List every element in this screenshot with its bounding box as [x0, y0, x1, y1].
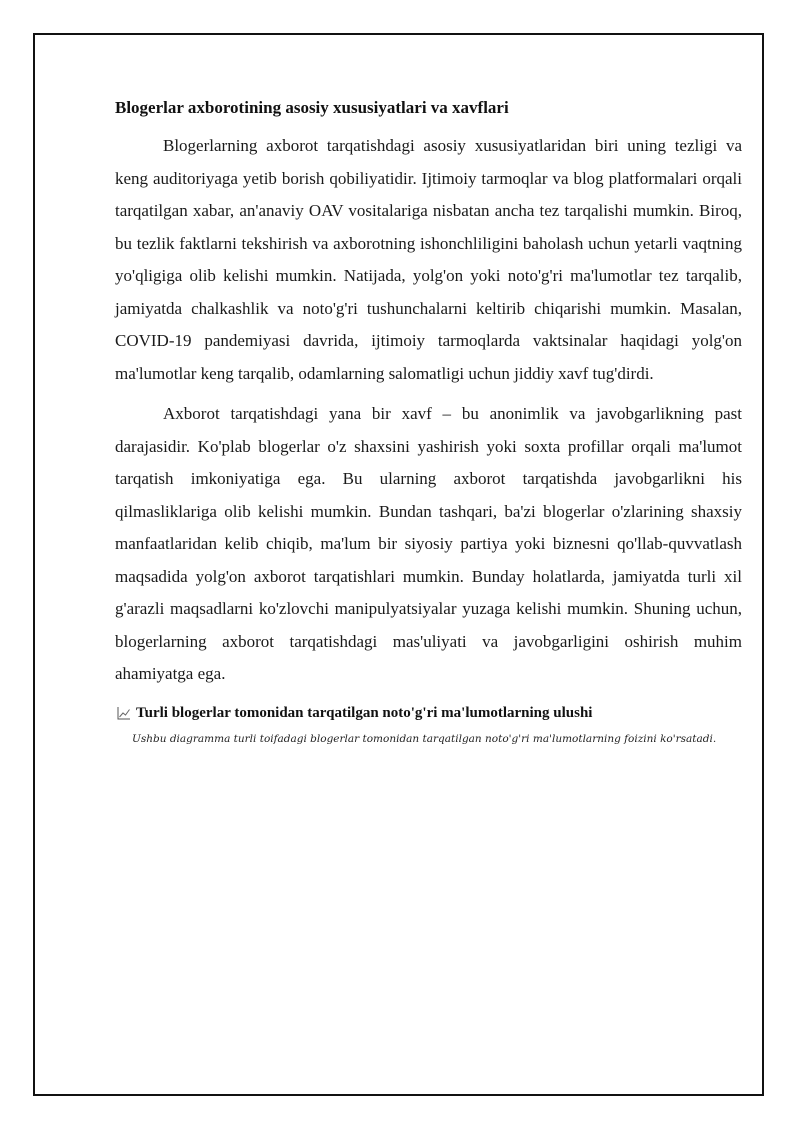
paragraph-speed: Blogerlarning axborot tarqatishdagi asosiy xususiyatlaridan biri uning tezligi va keng auditoriyaga yetib borish qobiliyatidir. Ijtimoiy tarmoqlar va blog platformalari orqali tarqatilgan xabar, an'anaviy OAV vositalariga nisbatan ancha tez tarqalishi mumkin. Biroq, bu tezlik faktlarni tekshirish va axborotning ishonchliligini baholash uchun yetarli vaqtning yo'qligiga olib kelishi mumkin. Natijada, yolg'on yoki noto'g'ri ma'lumotlar tez tarqalib, jamiyatda chalkashlik va noto'g'ri tushunchalarni keltirib chiqarishi mumkin. Masalan, COVID-19 pandemiyasi davrida, ijtimoiy tarmoqlarda vaktsinalar haqidagi yolg'on ma'lumotlar keng tarqalib, odamlarning salomatligi uchun jiddiy xavf tug'dirdi.: [115, 136, 742, 383]
chart-title: Turli blogerlar tomonidan tarqatilgan noto'g'ri ma'lumotlarning ulushi: [136, 704, 593, 721]
paragraph-anonymity: Axborot tarqatishdagi yana bir xavf – bu anonimlik va javobgarlikning past darajasidir. Ko'plab blogerlar o'z shaxsini yashirish yoki soxta profillar orqali ma'lumot tarqatish imkoniyatiga ega. Bu ularning axborot tarqatishda javobgarlikni his qilmasliklariga olib kelishi mumkin. Bundan tashqari, ba'zi blogerlar o'zlarining shaxsiy manfaatlaridan kelib chiqib, ma'lum bir siyosiy partiya yoki biznesni qo'llab-quvvatlash maqsadida yolg'on axborot tarqatishlari mumkin. Bunday holatlarda, jamiyatda turli xil g'arazli maqsadlarni ko'zlovchi manipulyatsiyalar yuzaga kelishi mumkin. Shuning uchun, blogerlarning axborot tarqatishdagi mas'uliyati va javobgarligini oshirish muhim ahamiyatga ega.: [115, 404, 742, 683]
section-heading: Blogerlar axborotining asosiy xususiyatlari va xavflari: [115, 98, 509, 117]
chart-line-icon: [117, 706, 131, 720]
chart-block: [115, 703, 742, 747]
chart-caption: Ushbu diagramma turli toifadagi blogerlar tomonidan tarqatilgan noto'g'ri ma'lumotlarning foizini ko'rsatadi.: [132, 732, 717, 745]
chart-title-row: [117, 703, 742, 723]
document-content: [115, 96, 742, 747]
